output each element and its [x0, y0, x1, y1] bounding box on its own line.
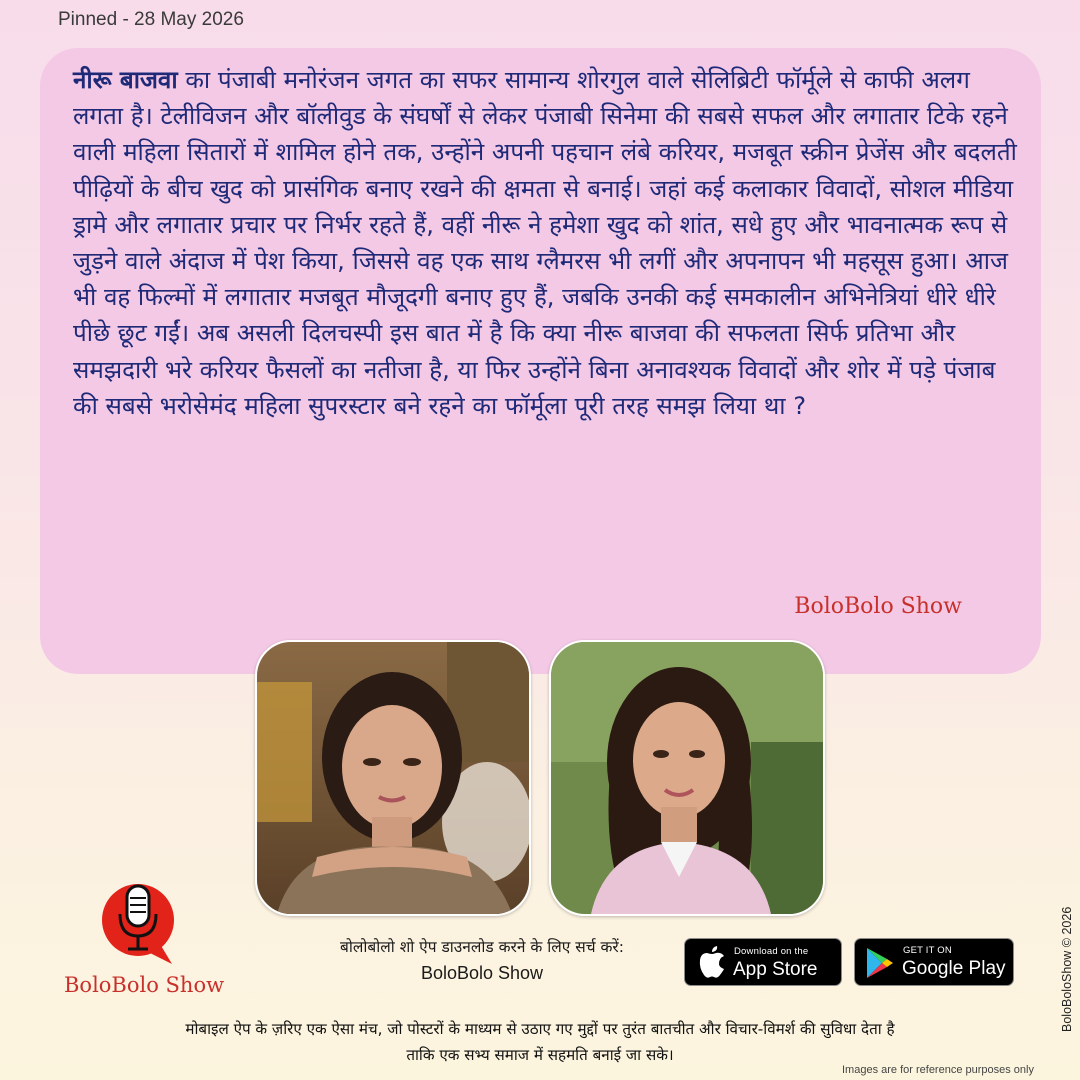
app-store-big-label: App Store	[733, 959, 818, 980]
pinned-date-label: Pinned - 28 May 2026	[58, 9, 244, 30]
article-body: का पंजाबी मनोरंजन जगत का सफर सामान्य शोरगुल वाले सेलिब्रिटी फॉर्मूले से काफी अलग लगता है। टेलीविजन और बॉलीवुड के संघर्षों से लेकर पंजाबी सिनेमा की सबसे सफल और लगातार टिके रहने वाली महिला सितारों में शामिल होने तक, उन्होंने अपनी पहचान लंबे करियर, मजबूत स्क्रीन प्रेजेंस और बदलती पीढ़ियों के बीच खुद को प्रासंगिक बनाए रखने की क्षमता से बनाई। जहां कई कलाकार विवादों, सोशल मीडिया ड्रामे और लगातार प्रचार पर निर्भर रहते हैं, वहीं नीरू ने हमेशा खुद को शांत, सधे हुए और भावनात्मक रूप से जुड़ने वाले अंदाज में पेश किया, जिससे वह एक साथ ग्लैमरस भी लगीं और अपनापन भी महसूस हुआ। आज भी वह फिल्मों में लगातार मजबूत मौजूदगी बनाए हुए हैं, जबकि उनकी कई समकालीन अभिनेत्रियां धीरे धीरे पीछे छूट गईं। अब असली दिलचस्पी इस बात में है कि क्या नीरू बाजवा की सफलता सिर्फ प्रतिभा और समझदारी भरे करियर फैसलों का नतीजा है, या फिर उन्होंने बिना अनावश्यक विवादों और शोर में पड़े पंजाब की सबसे भरोसेमंद महिला सुपरस्टार बने रहने का फॉर्मूला पूरी तरह समझ लिया था ?	[73, 66, 1017, 420]
article-subject-name: नीरू बाजवा	[73, 66, 178, 94]
image-disclaimer: Images are for reference purposes only	[842, 1064, 1034, 1076]
app-store-small-label: Download on the	[734, 946, 809, 957]
footer-description	[30, 1016, 1050, 1068]
copyright-vertical: BoloBoloShow © 2026	[1060, 906, 1074, 1032]
portrait-photo-right	[549, 640, 825, 916]
search-term: BoloBolo Show	[420, 963, 544, 983]
microphone-icon	[60, 872, 230, 972]
google-play-big-label: Google Play	[902, 958, 1006, 979]
google-play-small-label: GET IT ON	[903, 945, 952, 956]
logo-text: BoloBolo Show	[64, 973, 225, 997]
play-triangle-icon	[865, 947, 895, 979]
apple-icon	[697, 946, 727, 980]
search-prompt: बोलोबोलो शो ऐप डाउनलोड करने के लिए सर्च करें:	[340, 938, 624, 956]
article-text	[73, 62, 1023, 424]
google-play-button[interactable]	[854, 938, 1014, 986]
footer-line-2: ताकि एक सभ्य समाज में सहमति बनाई जा सके।	[406, 1046, 674, 1064]
portrait-photo-left	[255, 640, 531, 916]
footer-line-1: मोबाइल ऐप के ज़रिए एक ऐसा मंच, जो पोस्टरों के माध्यम से उठाए गए मुद्दों पर तुरंत बातचीत और विचार-विमर्श की सुविधा देता है	[185, 1020, 895, 1038]
brand-signature: BoloBolo Show	[794, 594, 962, 619]
app-store-button[interactable]	[684, 938, 842, 986]
